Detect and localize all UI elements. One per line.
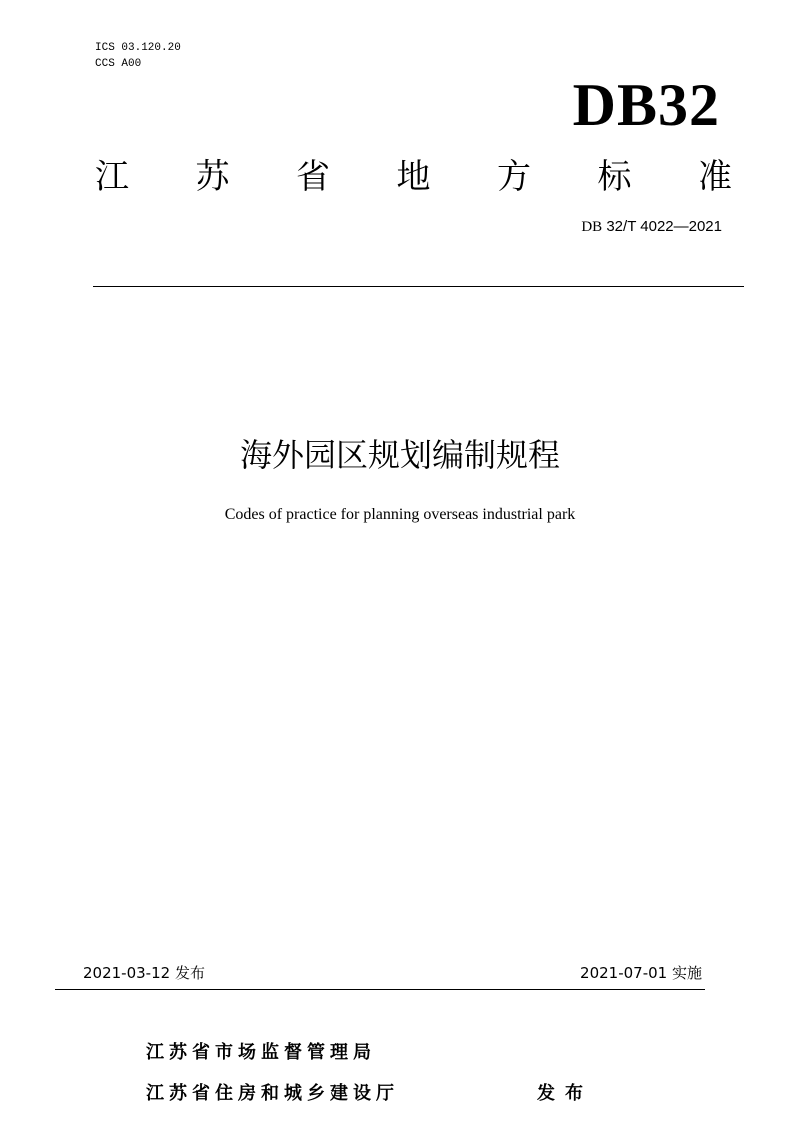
standard-number (581, 218, 722, 236)
document-title-english: Codes of practice for planning overseas industrial park (224, 506, 576, 523)
ccs-code: CCS A00 (95, 58, 142, 70)
standard-type-char: 苏 (195, 157, 230, 197)
standard-type-char: 方 (497, 157, 531, 197)
footer-divider (55, 989, 705, 990)
ics-code: ICS 03.120.20 (95, 42, 181, 54)
header-divider (93, 286, 744, 287)
standard-number-value: 32/T 4022—2021 (606, 218, 722, 235)
issuer-market-regulation: 江苏省市场监督管理局 (146, 1042, 376, 1063)
standard-type-char: 地 (396, 157, 431, 197)
document-title: 海外园区规划编制规程 (239, 436, 560, 474)
implement-date: 2021-07-01 实施 (580, 964, 702, 982)
standard-type-char: 江 (95, 157, 129, 197)
issuer-housing-construction: 江苏省住房和城乡建设厅 (146, 1083, 399, 1104)
standard-type-char: 准 (698, 157, 732, 197)
standard-type-title (95, 155, 732, 199)
standard-number-prefix: DB (581, 219, 603, 235)
classification-codes (95, 40, 181, 72)
standard-type-char: 标 (597, 157, 632, 197)
publish-label: 发布 (537, 1083, 593, 1104)
standard-type-char: 省 (296, 157, 330, 197)
db-code: DB32 (572, 72, 720, 138)
publish-date: 2021-03-12 发布 (83, 964, 205, 982)
